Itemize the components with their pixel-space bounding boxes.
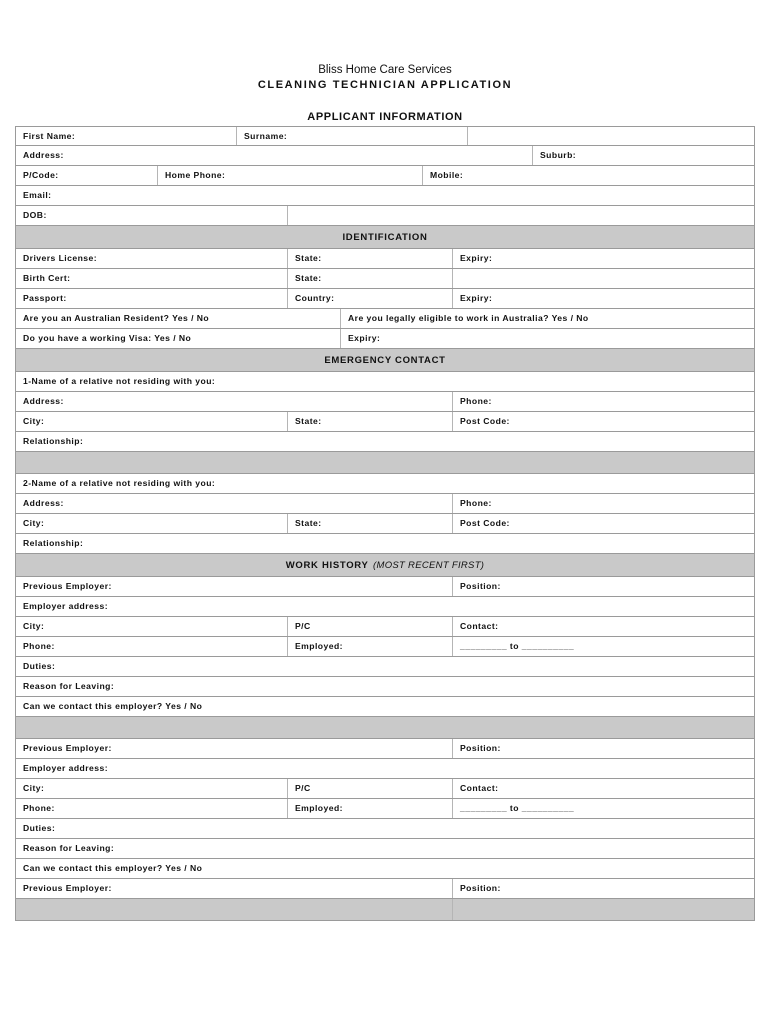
form-title: CLEANING TECHNICIAN APPLICATION xyxy=(257,79,513,91)
form-row xyxy=(15,126,755,146)
form-row xyxy=(15,392,755,412)
employer-1-city-field[interactable]: City: xyxy=(16,617,288,636)
license-expiry-field[interactable]: Expiry: xyxy=(460,253,493,263)
employer-1-position-field[interactable]: Position: xyxy=(460,581,501,591)
form-row xyxy=(15,289,755,309)
form-row xyxy=(15,577,755,597)
work-history-heading: WORK HISTORY xyxy=(285,559,369,571)
employer-1-contact-field[interactable]: Contact: xyxy=(460,621,499,631)
form-row xyxy=(15,206,755,226)
separator-cell xyxy=(16,452,754,473)
form-row xyxy=(15,372,755,392)
employer-2-employed-field[interactable]: Employed: xyxy=(288,799,453,818)
form-row xyxy=(15,759,755,779)
form-row xyxy=(15,677,755,697)
surname-field[interactable]: Surname: xyxy=(237,127,468,145)
relative-2-name-field[interactable]: 2-Name of a relative not residing with you: xyxy=(23,478,216,488)
suburb-field[interactable]: Suburb: xyxy=(540,150,577,160)
employer-2-name-field[interactable]: Previous Employer: xyxy=(16,739,453,758)
work-history-note: (MOST RECENT FIRST) xyxy=(373,559,485,571)
employer-1-phone-field[interactable]: Phone: xyxy=(16,637,288,656)
form-row xyxy=(15,514,755,534)
form-row xyxy=(15,839,755,859)
form-row xyxy=(15,309,755,329)
birth-cert-state-field[interactable]: State: xyxy=(288,269,453,288)
form-row xyxy=(15,617,755,637)
form-row xyxy=(15,166,755,186)
form-row xyxy=(15,637,755,657)
form-row xyxy=(15,859,755,879)
employer-3-position-field[interactable]: Position: xyxy=(460,883,501,893)
separator-row xyxy=(15,717,755,739)
eligible-to-work-question[interactable]: Are you legally eligible to work in Australia? Yes / No xyxy=(348,313,589,323)
form-row xyxy=(15,779,755,799)
form-row xyxy=(15,799,755,819)
form-row xyxy=(15,597,755,617)
passport-field[interactable]: Passport: xyxy=(16,289,288,308)
working-visa-question[interactable]: Do you have a working Visa: Yes / No xyxy=(16,329,341,348)
employer-1-employed-range[interactable]: _________ to __________ xyxy=(460,641,575,651)
visa-expiry-field[interactable]: Expiry: xyxy=(348,333,381,343)
address-field[interactable]: Address: xyxy=(16,146,533,165)
pcode-field[interactable]: P/Code: xyxy=(16,166,158,185)
form-row xyxy=(15,739,755,759)
employer-1-employed-field[interactable]: Employed: xyxy=(288,637,453,656)
dob-field[interactable]: DOB: xyxy=(16,206,288,225)
relative-2-relationship-field[interactable]: Relationship: xyxy=(23,538,84,548)
section-applicant-heading: APPLICANT INFORMATION xyxy=(307,111,463,123)
form-row xyxy=(15,249,755,269)
employer-2-duties-field[interactable]: Duties: xyxy=(23,823,56,833)
relative-2-phone-field[interactable]: Phone: xyxy=(460,498,492,508)
form-row xyxy=(15,412,755,432)
email-field[interactable]: Email: xyxy=(23,190,52,200)
employer-2-pc-field[interactable]: P/C xyxy=(288,779,453,798)
separator-cell xyxy=(16,717,754,738)
separator-row xyxy=(15,452,755,474)
relative-2-address-field[interactable]: Address: xyxy=(16,494,453,513)
form-row xyxy=(15,697,755,717)
license-state-field[interactable]: State: xyxy=(288,249,453,268)
form-row xyxy=(15,534,755,554)
relative-1-address-field[interactable]: Address: xyxy=(16,392,453,411)
employer-2-phone-field[interactable]: Phone: xyxy=(16,799,288,818)
form-row xyxy=(15,269,755,289)
first-name-field[interactable]: First Name: xyxy=(16,127,237,145)
identification-header xyxy=(15,226,755,249)
employer-2-reason-field[interactable]: Reason for Leaving: xyxy=(23,843,115,853)
birth-cert-field[interactable]: Birth Cert: xyxy=(16,269,288,288)
emergency-contact-heading: EMERGENCY CONTACT xyxy=(324,354,446,366)
relative-2-state-field[interactable]: State: xyxy=(288,514,453,533)
identification-heading: IDENTIFICATION xyxy=(342,231,428,243)
separator-row xyxy=(15,899,755,921)
relative-1-phone-field[interactable]: Phone: xyxy=(460,396,492,406)
employer-2-city-field[interactable]: City: xyxy=(16,779,288,798)
employer-2-employed-range[interactable]: _________ to __________ xyxy=(460,803,575,813)
drivers-license-field[interactable]: Drivers License: xyxy=(16,249,288,268)
form-row xyxy=(15,657,755,677)
relative-1-post-code-field[interactable]: Post Code: xyxy=(460,416,510,426)
relative-1-name-field[interactable]: 1-Name of a relative not residing with you: xyxy=(23,376,216,386)
form-row xyxy=(15,494,755,514)
employer-1-name-field[interactable]: Previous Employer: xyxy=(16,577,453,596)
form-row xyxy=(15,819,755,839)
separator-cell xyxy=(16,899,453,920)
relative-2-city-field[interactable]: City: xyxy=(16,514,288,533)
form-row xyxy=(15,474,755,494)
form-row xyxy=(15,432,755,452)
surname-extra-cell[interactable] xyxy=(468,127,754,145)
employer-1-address-field[interactable]: Employer address: xyxy=(23,601,109,611)
employer-2-address-field[interactable]: Employer address: xyxy=(23,763,109,773)
form-row xyxy=(15,329,755,349)
home-phone-field[interactable]: Home Phone: xyxy=(158,166,423,185)
employer-1-can-contact-question[interactable]: Can we contact this employer? Yes / No xyxy=(23,701,203,711)
form-row xyxy=(15,186,755,206)
passport-expiry-field[interactable]: Expiry: xyxy=(460,293,493,303)
form-row xyxy=(15,879,755,899)
employer-3-name-field[interactable]: Previous Employer: xyxy=(16,879,453,898)
emergency-contact-header xyxy=(15,349,755,372)
employer-1-pc-field[interactable]: P/C xyxy=(288,617,453,636)
company-name: Bliss Home Care Services xyxy=(318,64,452,76)
relative-1-relationship-field[interactable]: Relationship: xyxy=(23,436,84,446)
employer-1-duties-field[interactable]: Duties: xyxy=(23,661,56,671)
australian-resident-question[interactable]: Are you an Australian Resident? Yes / No xyxy=(16,309,341,328)
employer-2-contact-field[interactable]: Contact: xyxy=(460,783,499,793)
passport-country-field[interactable]: Country: xyxy=(288,289,453,308)
relative-1-city-field[interactable]: City: xyxy=(16,412,288,431)
separator-cell xyxy=(453,899,754,920)
employer-1-reason-field[interactable]: Reason for Leaving: xyxy=(23,681,115,691)
employer-2-position-field[interactable]: Position: xyxy=(460,743,501,753)
dob-extra-cell[interactable] xyxy=(288,206,754,225)
employer-2-can-contact-question[interactable]: Can we contact this employer? Yes / No xyxy=(23,863,203,873)
work-history-header xyxy=(15,554,755,577)
birth-cert-extra-cell[interactable] xyxy=(453,269,754,288)
relative-2-post-code-field[interactable]: Post Code: xyxy=(460,518,510,528)
mobile-field[interactable]: Mobile: xyxy=(430,170,464,180)
application-form xyxy=(15,126,755,921)
relative-1-state-field[interactable]: State: xyxy=(288,412,453,431)
form-row xyxy=(15,146,755,166)
